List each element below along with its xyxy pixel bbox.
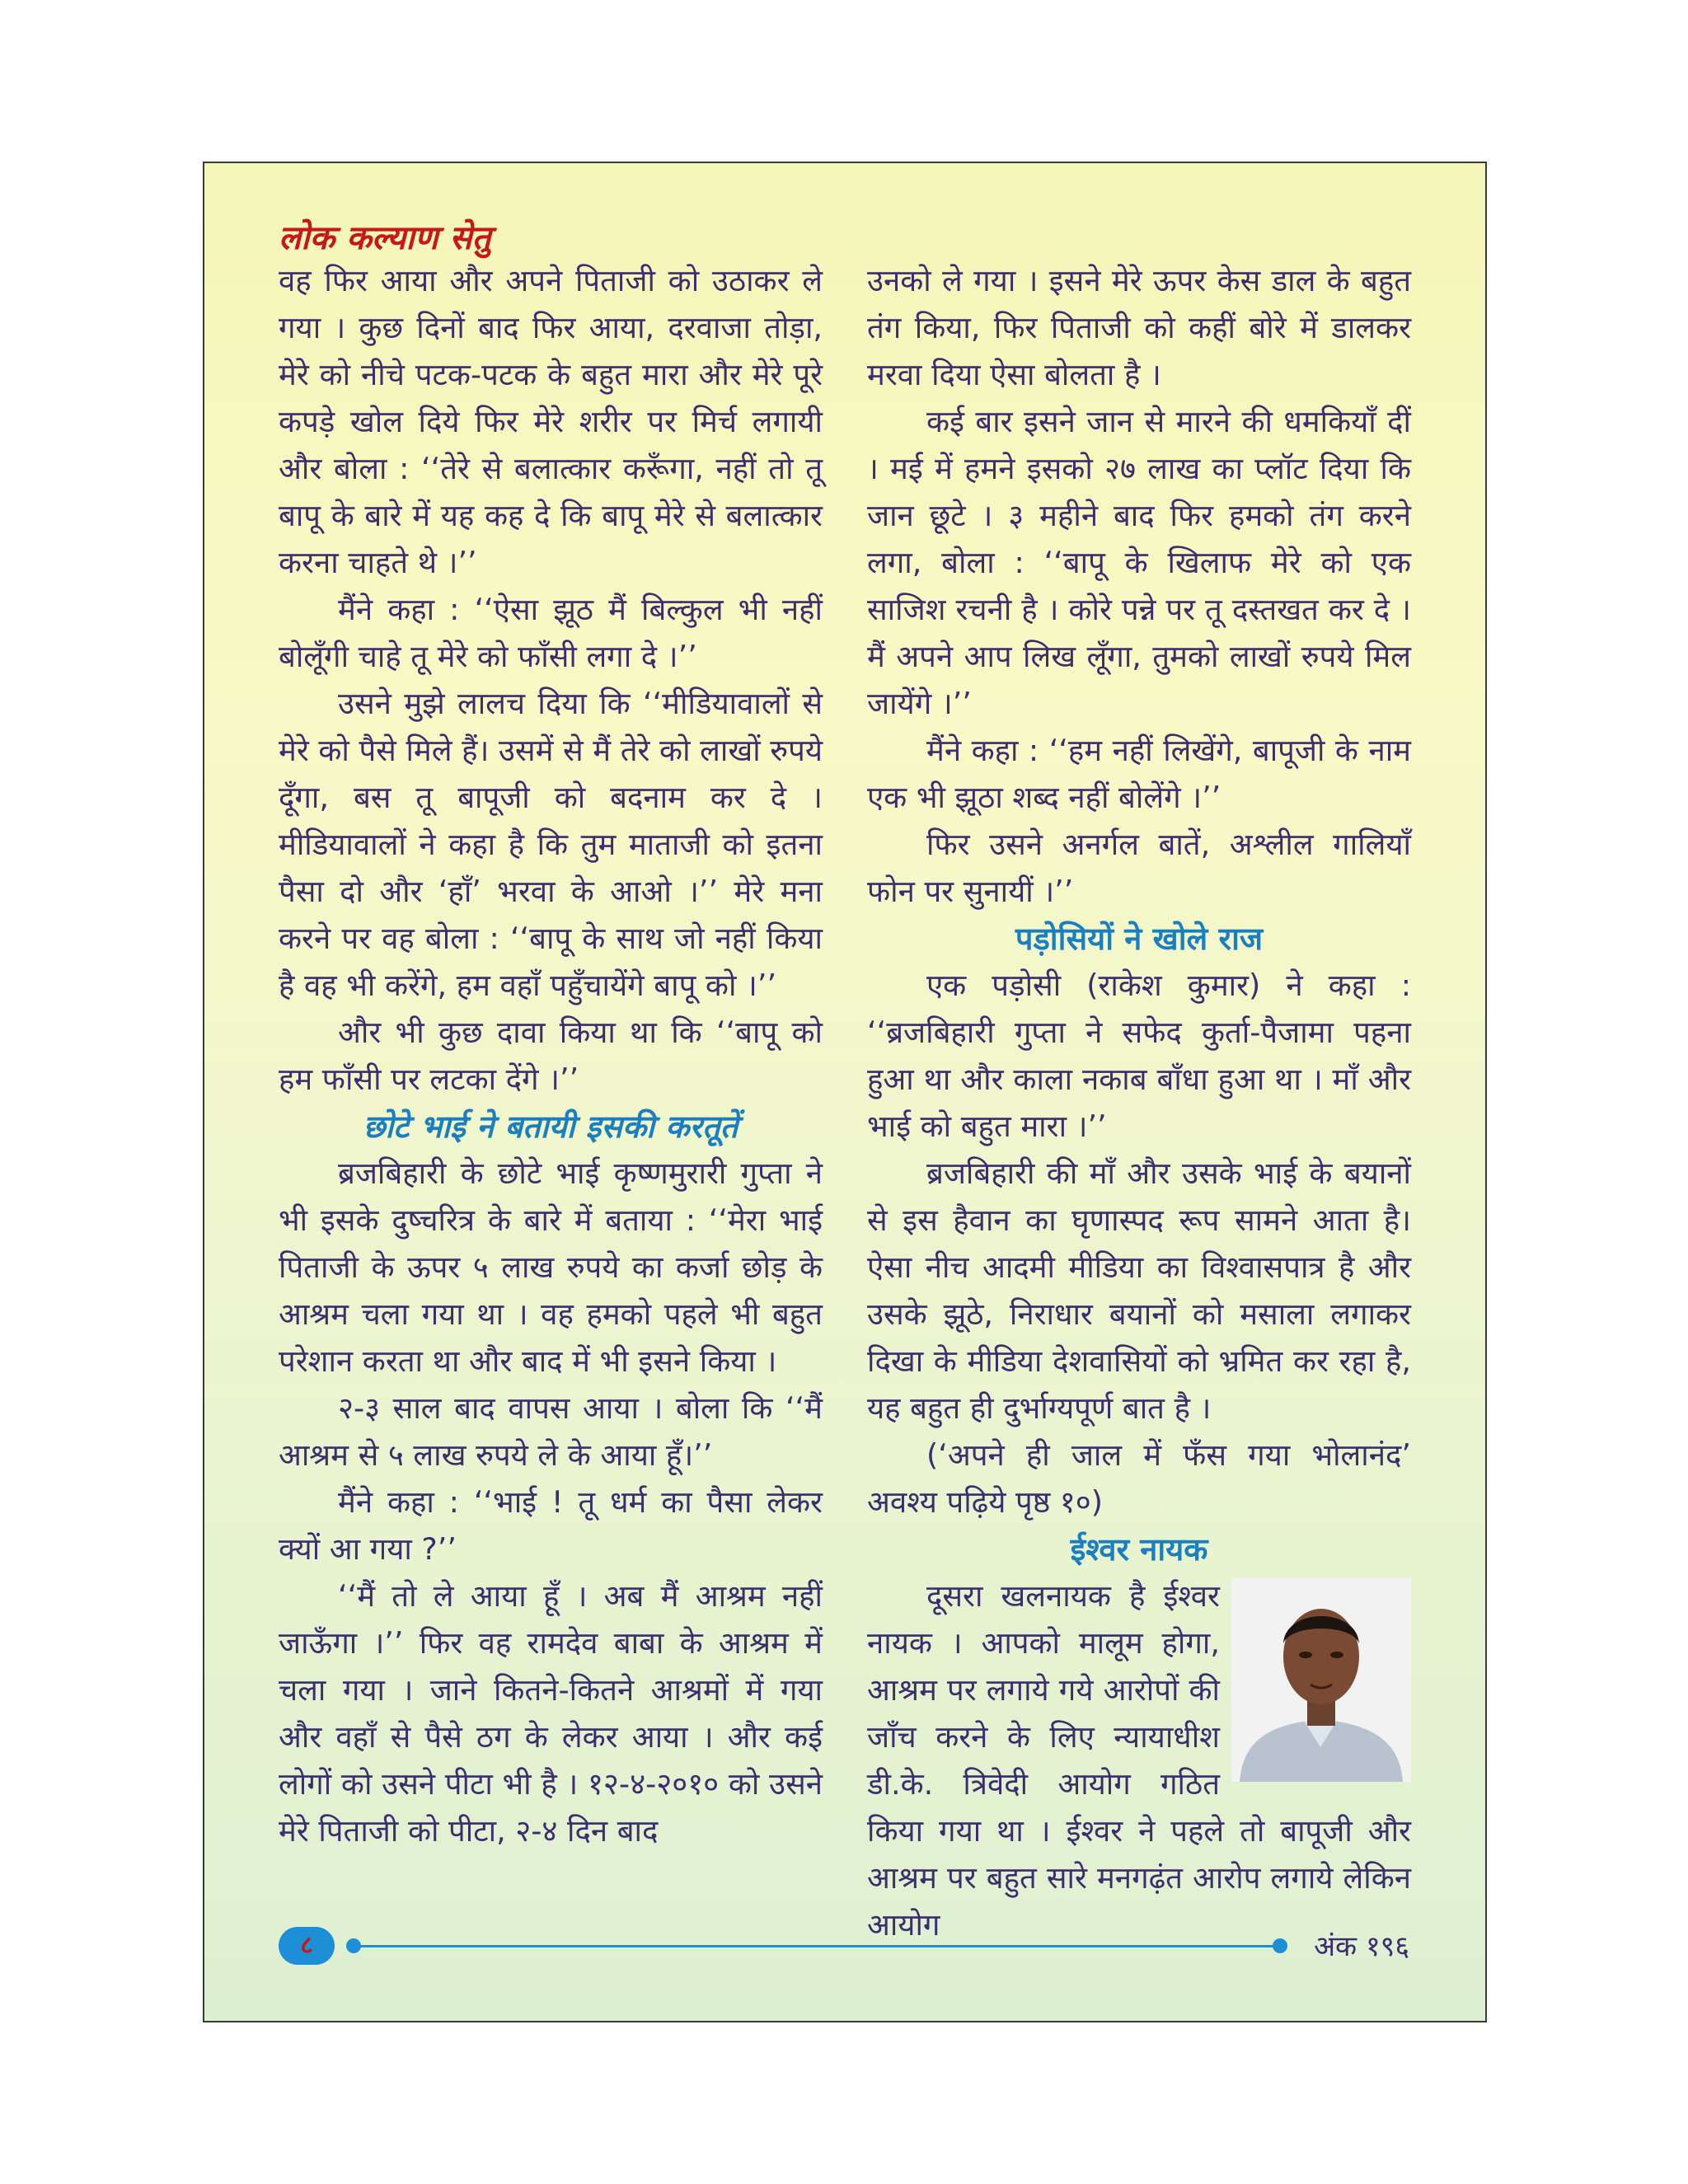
right-column [867, 257, 1411, 1948]
issue-number: अंक १९६ [1314, 1930, 1409, 1963]
magazine-page [203, 162, 1487, 2022]
paragraph: एक पड़ोसी (राकेश कुमार) ने कहा : ‘‘ब्रजबिहारी गुप्ता ने सफेद कुर्ता-पैजामा पहना हुआ था और काला नकाब बाँधा हुआ था । माँ और भाई को बहुत मारा ।’’ [867, 968, 1411, 1144]
paragraph: वह फिर आया और अपने पिताजी को उठाकर ले गया । कुछ दिनों बाद फिर आया, दरवाजा तोड़ा, मेरे को नीचे पटक-पटक के बहुत मारा और मेरे पूरे कपड़े खोल दिये फिर मेरे शरीर पर मिर्च लगायी और बोला : ‘‘तेरे से बलात्कार करूँगा, नहीं तो तू बापू के बारे में यह कह दे कि बापू मेरे से बलात्कार करना चाहते थे ।’’ [279, 263, 823, 580]
paragraph: मैंने कहा : ‘‘हम नहीं लिखेंगे, बापूजी के नाम एक भी झूठा शब्द नहीं बोलेंगे ।’’ [867, 733, 1411, 815]
section-heading: ईश्वर नायक [1070, 1530, 1208, 1568]
page-number: ८ [279, 1927, 335, 1965]
paragraph: ब्रजबिहारी के छोटे भाई कृष्णमुरारी गुप्ता ने भी इसके दुष्चरित्र के बारे में बताया : ‘‘मेरा भाई पिताजी के ऊपर ५ लाख रुपये का कर्जा छोड़ के आश्रम चला गया था । वह हमको पहले भी बहुत परेशान करता था और बाद में भी इसने किया । [279, 1155, 823, 1379]
paragraph: ब्रजबिहारी की माँ और उसके भाई के बयानों से इस हैवान का घृणास्पद रूप सामने आता है। ऐसा नीच आदमी मीडिया का विश्वासपात्र है और उसके झूठे, निराधार बयानों को मसाला लगाकर दिखा के मीडिया देशवासियों को भ्रमित कर रहा है, यह बहुत ही दुर्भाग्यपूर्ण बात है । [867, 1155, 1411, 1426]
paragraph: २-३ साल बाद वापस आया । बोला कि ‘‘मैं आश्रम से ५ लाख रुपये ले के आया हूँ।’’ [279, 1390, 823, 1473]
portrait-photo-icon [1231, 1577, 1411, 1782]
section-heading: पड़ोसियों ने खोले राज [1015, 920, 1264, 957]
paragraph: दूसरा खलनायक है ईश्वर नायक । आपको मालूम होगा, आश्रम पर लगाये गये आरोपों की जाँच करने के लिए न्यायाधीश डी.के. त्रिवेदी आयोग गठित किया गया था । ईश्वर ने पहले तो बापूजी और आश्रम पर बहुत सारे मनगढ़ंत आरोप लगाये लेकिन आयोग [867, 1578, 1411, 1943]
paragraph: (‘अपने ही जाल में फँस गया भोलानंद’ अवश्य पढ़िये पृष्ठ १०) [867, 1437, 1411, 1520]
paragraph: कई बार इसने जान से मारने की धमकियाँ दीं । मई में हमने इसको २७ लाख का प्लॉट दिया कि जान छूटे । ३ महीने बाद फिर हमको तंग करने लगा, बोला : ‘‘बापू के खिलाफ मेरे को एक साजिश रचनी है । कोरे पन्ने पर तू दस्तखत कर दे । मैं अपने आप लिख लूँगा, तुमको लाखों रुपये मिल जायेंगे ।’’ [867, 404, 1411, 721]
paragraph: मैंने कहा : ‘‘भाई ! तू धर्म का पैसा लेकर क्यों आ गया ?’’ [279, 1484, 823, 1567]
page-footer [279, 1924, 1409, 1970]
left-column [279, 257, 823, 1854]
paragraph: ‘‘मैं तो ले आया हूँ । अब मैं आश्रम नहीं जाऊँगा ।’’ फिर वह रामदेव बाबा के आश्रम में चला गया । जाने कितने-कितने आश्रमों में गया और वहाँ से पैसे ठग के लेकर आया । और कई लोगों को उसने पीटा भी है । १२-४-२०१० को उसने मेरे पिताजी को पीटा, २-४ दिन बाद [279, 1578, 823, 1849]
paragraph: फिर उसने अनर्गल बातें, अश्लील गालियाँ फोन पर सुनायीं ।’’ [867, 827, 1411, 909]
footer-dot-right [1273, 1938, 1287, 1953]
footer-divider [358, 1945, 1278, 1947]
paragraph: उसने मुझे लालच दिया कि ‘‘मीडियावालों से मेरे को पैसे मिले हैं। उसमें से मैं तेरे को लाखों रुपये दूँगा, बस तू बापूजी को बदनाम कर दे । मीडियावालों ने कहा है कि तुम माताजी को इतना पैसा दो और ‘हाँ’ भरवा के आओ ।’’ मेरे मना करने पर वह बोला : ‘‘बापू के साथ जो नहीं किया है वह भी करेंगे, हम वहाँ पहुँचायेंगे बापू को ।’’ [279, 686, 823, 1003]
page-header-title: लोक कल्याण सेतु [279, 218, 491, 257]
paragraph: मैंने कहा : ‘‘ऐसा झूठ मैं बिल्कुल भी नहीं बोलूँगी चाहे तू मेरे को फाँसी लगा दे ।’’ [279, 592, 823, 674]
paragraph: उनको ले गया । इसने मेरे ऊपर केस डाल के बहुत तंग किया, फिर पिताजी को कहीं बोरे में डालकर मरवा दिया ऐसा बोलता है । [867, 263, 1411, 392]
section-heading: छोटे भाई ने बतायी इसकी करतूतें [363, 1108, 738, 1145]
paragraph: और भी कुछ दावा किया था कि ‘‘बापू को हम फाँसी पर लटका देंगे ।’’ [279, 1015, 823, 1097]
